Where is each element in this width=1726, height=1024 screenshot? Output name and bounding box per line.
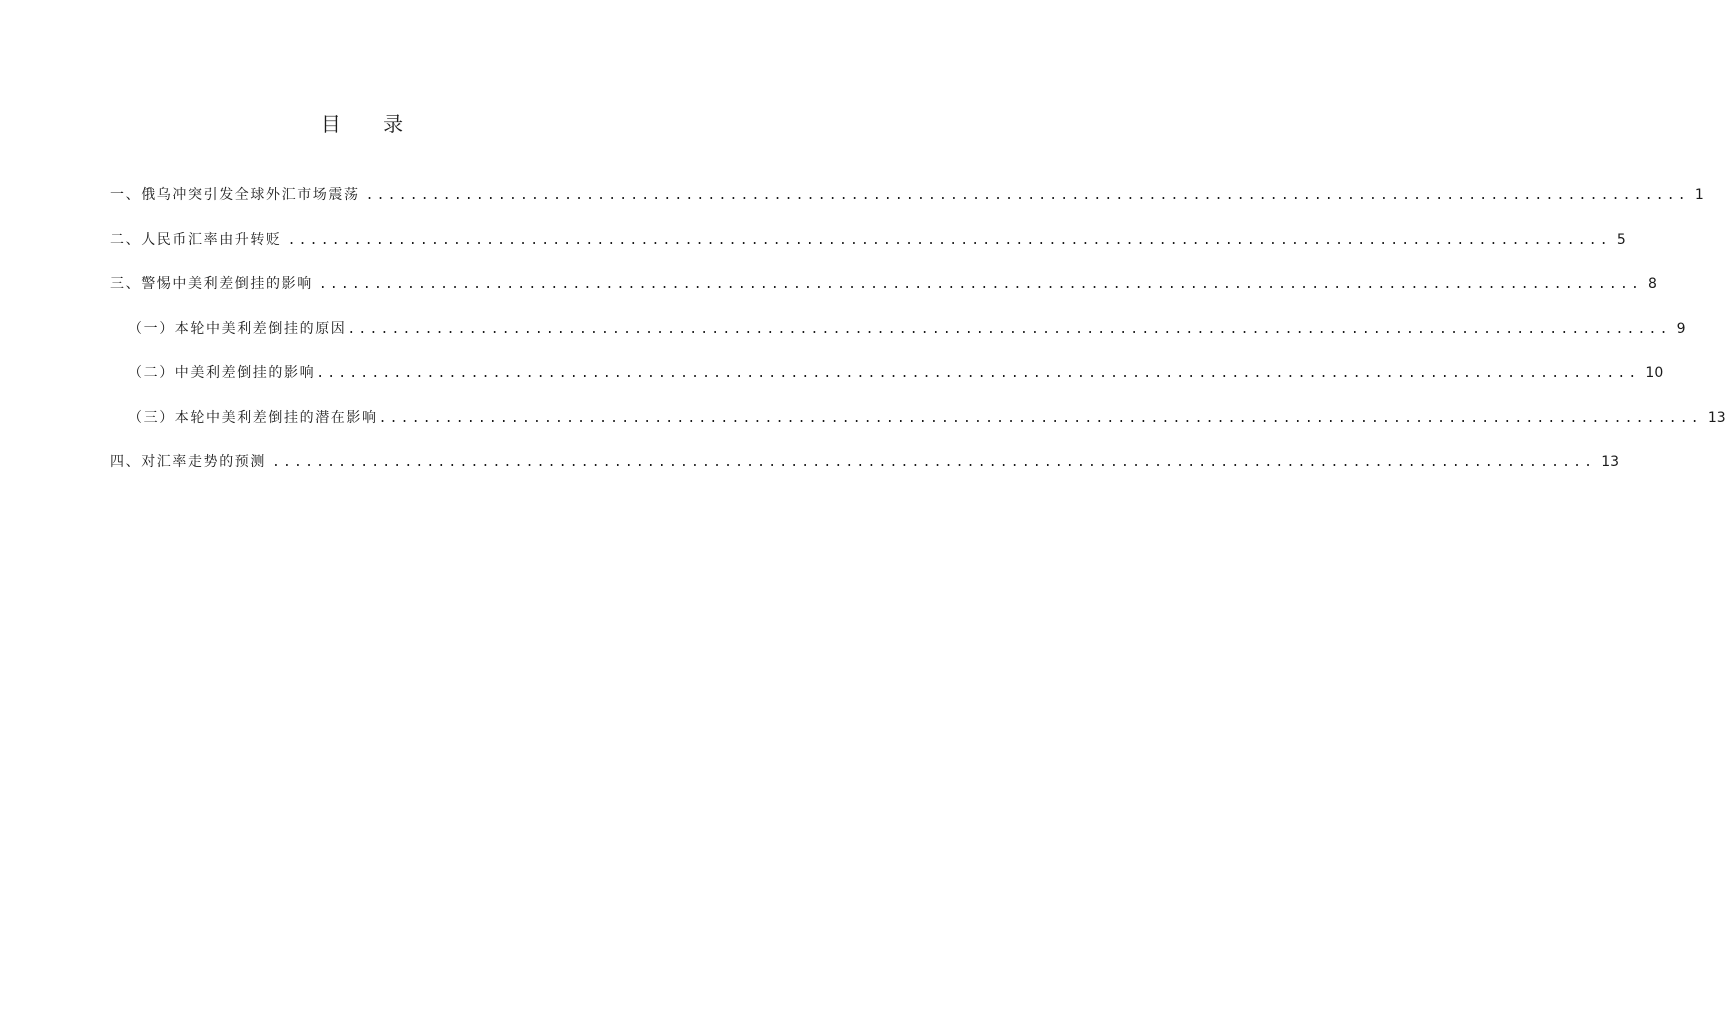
toc-title: 目 录 [320,112,422,136]
toc-entry-text: （三）本轮中美利差倒挂的潜在影响 [128,409,378,426]
toc-entry-sub[interactable] [110,318,1686,363]
toc-dot-leader: ........................................................................................................................ [365,188,1689,203]
toc-entry-sub[interactable] [110,407,1726,452]
toc-list [110,184,1726,496]
toc-entry-page: 8 [1648,276,1657,292]
toc-dot-leader: ........................................................................................................................ [287,232,1611,248]
toc-entry-page: 13 [1707,409,1726,426]
toc-entry-page: 10 [1645,365,1664,381]
toc-dot-leader: ........................................................................................................................ [378,410,1702,426]
toc-entry[interactable] [110,451,1620,496]
toc-dot-leader: ........................................................................................................................ [347,321,1671,337]
toc-entry-text: （二）中美利差倒挂的影响 [128,365,316,381]
toc-entry-text: 三、警惕中美利差倒挂的影响 [110,276,313,292]
toc-entry[interactable] [110,229,1626,274]
toc-dot-leader: ........................................................................................................................ [272,455,1596,470]
toc-entry-text: 一、俄乌冲突引发全球外汇市场震荡 [110,187,360,203]
toc-entry[interactable] [110,184,1704,229]
toc-entry-page: 1 [1694,187,1704,203]
toc-dot-leader: ........................................................................................................................ [316,366,1640,381]
toc-dot-leader: ........................................................................................................................ [318,277,1643,292]
toc-entry-page: 5 [1616,231,1626,248]
toc-entry-text: 四、对汇率走势的预测 [110,454,266,470]
toc-entry-page: 13 [1601,454,1620,470]
toc-entry-text: （一）本轮中美利差倒挂的原因 [128,320,347,337]
toc-entry-text: 二、人民币汇率由升转贬 [110,231,282,248]
toc-entry-page: 9 [1676,320,1686,337]
toc-entry[interactable] [110,273,1657,318]
toc-entry-sub[interactable] [110,362,1664,407]
